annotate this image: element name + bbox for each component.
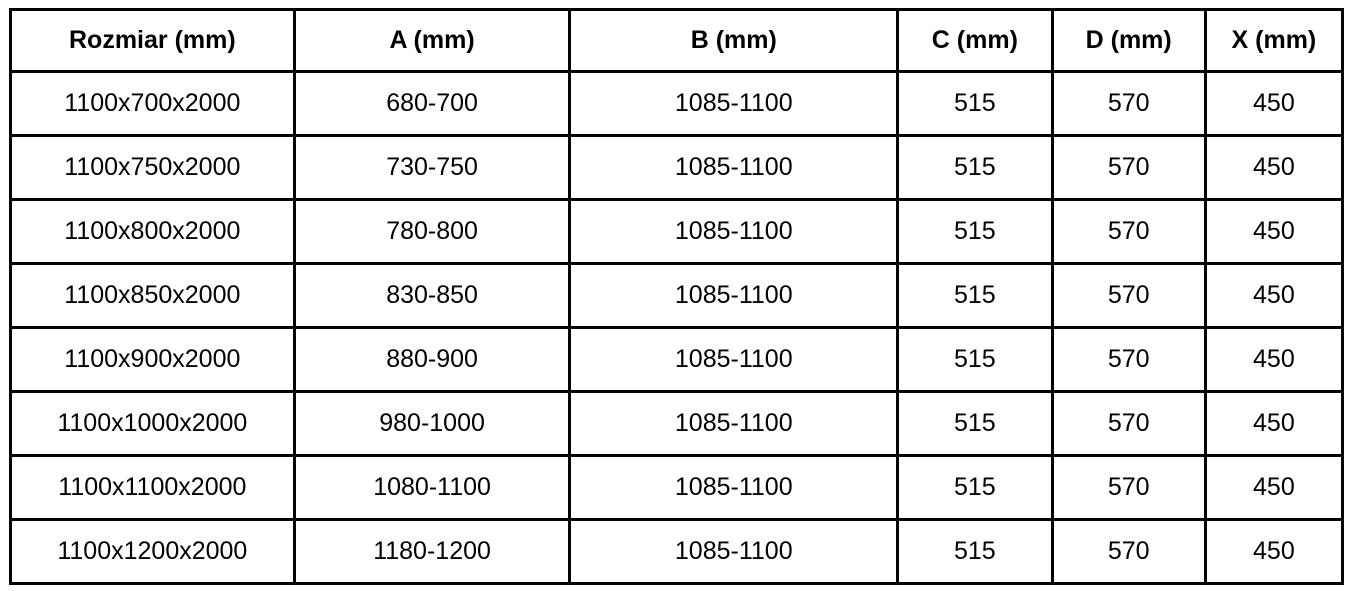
table-cell: 515 <box>898 520 1053 584</box>
table-cell: 1085-1100 <box>570 136 898 200</box>
table-cell: 1085-1100 <box>570 456 898 520</box>
table-cell: 570 <box>1052 136 1205 200</box>
table-cell: 1100x900x2000 <box>11 328 295 392</box>
table-cell: 515 <box>898 72 1053 136</box>
table-cell: 570 <box>1052 264 1205 328</box>
table-cell: 880-900 <box>294 328 570 392</box>
table-cell: 1085-1100 <box>570 200 898 264</box>
table-cell: 1080-1100 <box>294 456 570 520</box>
table-row <box>11 456 1343 520</box>
table-cell: 570 <box>1052 328 1205 392</box>
table-cell: 1100x1200x2000 <box>11 520 295 584</box>
table-cell: 1085-1100 <box>570 520 898 584</box>
column-header-rozmiar: Rozmiar (mm) <box>11 10 295 72</box>
table-cell: 450 <box>1205 264 1342 328</box>
table-row <box>11 136 1343 200</box>
table-cell: 570 <box>1052 520 1205 584</box>
table-cell: 1100x1100x2000 <box>11 456 295 520</box>
table-cell: 570 <box>1052 72 1205 136</box>
header-row <box>11 10 1343 72</box>
table-cell: 450 <box>1205 136 1342 200</box>
column-header-b: B (mm) <box>570 10 898 72</box>
size-dimensions-table <box>9 8 1344 585</box>
table-row <box>11 72 1343 136</box>
column-header-a: A (mm) <box>294 10 570 72</box>
table-cell: 730-750 <box>294 136 570 200</box>
table-cell: 1100x750x2000 <box>11 136 295 200</box>
table-cell: 1100x700x2000 <box>11 72 295 136</box>
table-cell: 1100x1000x2000 <box>11 392 295 456</box>
column-header-d: D (mm) <box>1052 10 1205 72</box>
table-row <box>11 520 1343 584</box>
table-cell: 450 <box>1205 200 1342 264</box>
table-cell: 450 <box>1205 520 1342 584</box>
table-cell: 680-700 <box>294 72 570 136</box>
table-cell: 515 <box>898 456 1053 520</box>
table-cell: 1085-1100 <box>570 72 898 136</box>
table-cell: 450 <box>1205 392 1342 456</box>
table-cell: 1085-1100 <box>570 328 898 392</box>
table-cell: 980-1000 <box>294 392 570 456</box>
table-cell: 515 <box>898 328 1053 392</box>
table-cell: 570 <box>1052 200 1205 264</box>
table-cell: 515 <box>898 264 1053 328</box>
table-cell: 1100x800x2000 <box>11 200 295 264</box>
table-row <box>11 264 1343 328</box>
table-cell: 1085-1100 <box>570 264 898 328</box>
table-cell: 570 <box>1052 392 1205 456</box>
table-cell: 515 <box>898 200 1053 264</box>
table-cell: 830-850 <box>294 264 570 328</box>
table-cell: 515 <box>898 136 1053 200</box>
table-row <box>11 200 1343 264</box>
column-header-c: C (mm) <box>898 10 1053 72</box>
table-cell: 1085-1100 <box>570 392 898 456</box>
table-cell: 1100x850x2000 <box>11 264 295 328</box>
table-cell: 515 <box>898 392 1053 456</box>
table-cell: 780-800 <box>294 200 570 264</box>
table-row <box>11 392 1343 456</box>
table-row <box>11 328 1343 392</box>
table-cell: 450 <box>1205 456 1342 520</box>
column-header-x: X (mm) <box>1205 10 1342 72</box>
table-cell: 450 <box>1205 72 1342 136</box>
table-cell: 570 <box>1052 456 1205 520</box>
table-cell: 1180-1200 <box>294 520 570 584</box>
table-cell: 450 <box>1205 328 1342 392</box>
